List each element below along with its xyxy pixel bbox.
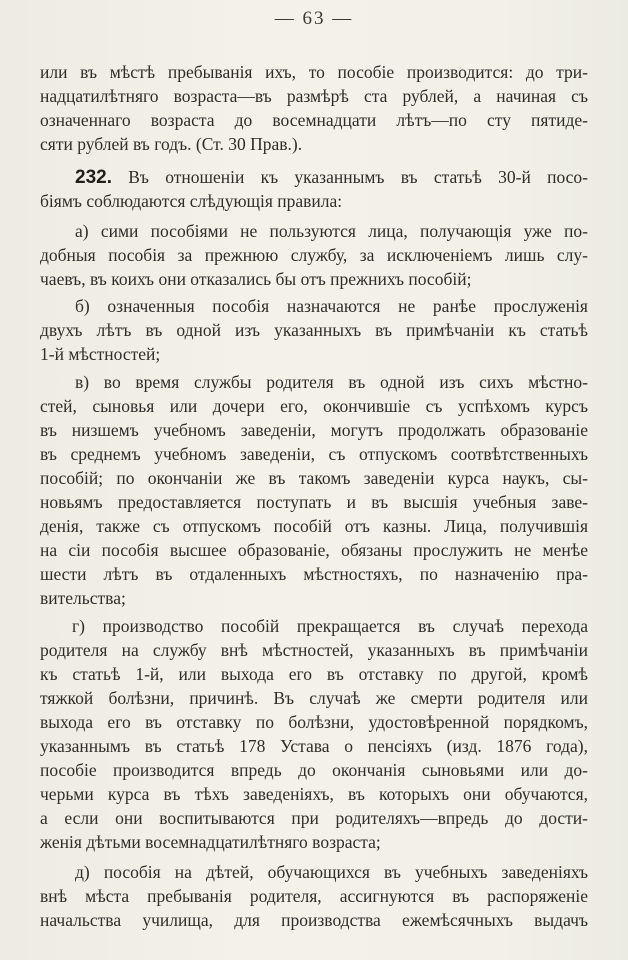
page-number: — 63 — (274, 8, 354, 29)
text-line: женія дѣтьми восемнадцатилѣтняго возраста; (40, 832, 381, 852)
text-line: начальства училища, для производства ежемѣсячныхъ выдачъ (40, 910, 588, 930)
text-line: въ низшемъ учебномъ заведеніи, могутъ продолжать образованіе (40, 420, 588, 440)
text-line: черьми курса въ тѣхъ заведеніяхъ, въ которыхъ они обучаются, (40, 784, 588, 804)
text-line: тяжкой болѣзни, причинѣ. Въ случаѣ же смерти родителя или (40, 688, 588, 708)
text-line: а) сими пособіями не пользуются лица, получающія уже по- (75, 221, 588, 241)
text-line: или въ мѣстѣ пребыванія ихъ, то пособіе производится: до три- (40, 62, 588, 82)
text-line: пособіе производится впредь до окончанія сыновьями или до- (40, 760, 588, 780)
text-line: вительства; (40, 588, 126, 608)
text-line: добныя пособія за прежнюю службу, за исключеніемъ лишь слу- (40, 245, 588, 265)
section-heading-line (75, 165, 588, 190)
text-line: на сіи пособія высшее образованіе, обязаны прослужить не менѣе (40, 540, 588, 560)
text-line: денія, также съ отпускомъ пособій отъ казны. Лица, получившія (40, 516, 588, 536)
text-line: къ статьѣ 1-й, или выхода его въ отставку по другой, кромѣ (40, 664, 588, 684)
text-line: б) означенныя пособія назначаются не ранѣе прослуженія (75, 296, 588, 316)
text-line: родителя на службу внѣ мѣстностей, указанныхъ въ примѣчаніи (40, 640, 588, 660)
text-line: а если они воспитываются при родителяхъ—впредь до дости- (40, 808, 588, 828)
text-line: означеннаго возраста до восемнадцати лѣтъ—по сту пятиде- (40, 110, 588, 130)
text-line: надцатилѣтняго возраста—въ размѣрѣ ста рублей, а начиная съ (40, 86, 588, 106)
text-line: біямъ соблюдаются слѣдующія правила: (40, 191, 343, 211)
text-line: сяти рублей въ годъ. (Ст. 30 Прав.). (40, 134, 303, 154)
text-line: 1-й мѣстностей; (40, 344, 161, 364)
text-line: чаевъ, въ коихъ они отказались бы отъ прежнихъ пособій; (40, 269, 472, 289)
text-line: въ среднемъ учебномъ заведеніи, съ отпускомъ соотвѣтственныхъ (40, 444, 588, 464)
text-line: выхода его въ отставку по болѣзни, удостовѣренной порядкомъ, (40, 712, 588, 732)
text-line: шести лѣтъ въ отдаленныхъ мѣстностяхъ, по назначенію пра- (40, 564, 588, 584)
text-line: д) пособія на дѣтей, обучающихся въ учебныхъ заведеніяхъ (75, 862, 588, 882)
text-line: г) производство пособій прекращается въ случаѣ перехода (72, 616, 588, 636)
text-line: указаннымъ въ статьѣ 178 Устава о пенсіяхъ (изд. 1876 года), (40, 736, 588, 756)
text-line: двухъ лѣтъ въ одной изъ указанныхъ въ примѣчаніи къ статьѣ (40, 320, 588, 340)
text-line: внѣ мѣста пребыванія родителя, ассигнуются въ распоряженіе (40, 886, 588, 906)
section-number: 232. (75, 167, 112, 188)
section-text: Въ отношеніи къ указаннымъ въ статьѣ 30-й посо- (128, 167, 589, 187)
text-line: пособій; по окончаніи же въ такомъ заведеніи курса наукъ, сы- (40, 468, 588, 488)
text-line: в) во время службы родителя въ одной изъ сихъ мѣстно- (75, 372, 588, 392)
text-line: новьямъ предоставляется поступать и въ высшія учебныя заве- (40, 492, 588, 512)
text-line: стей, сыновья или дочери его, окончившіе съ успѣхомъ курсъ (40, 396, 588, 416)
